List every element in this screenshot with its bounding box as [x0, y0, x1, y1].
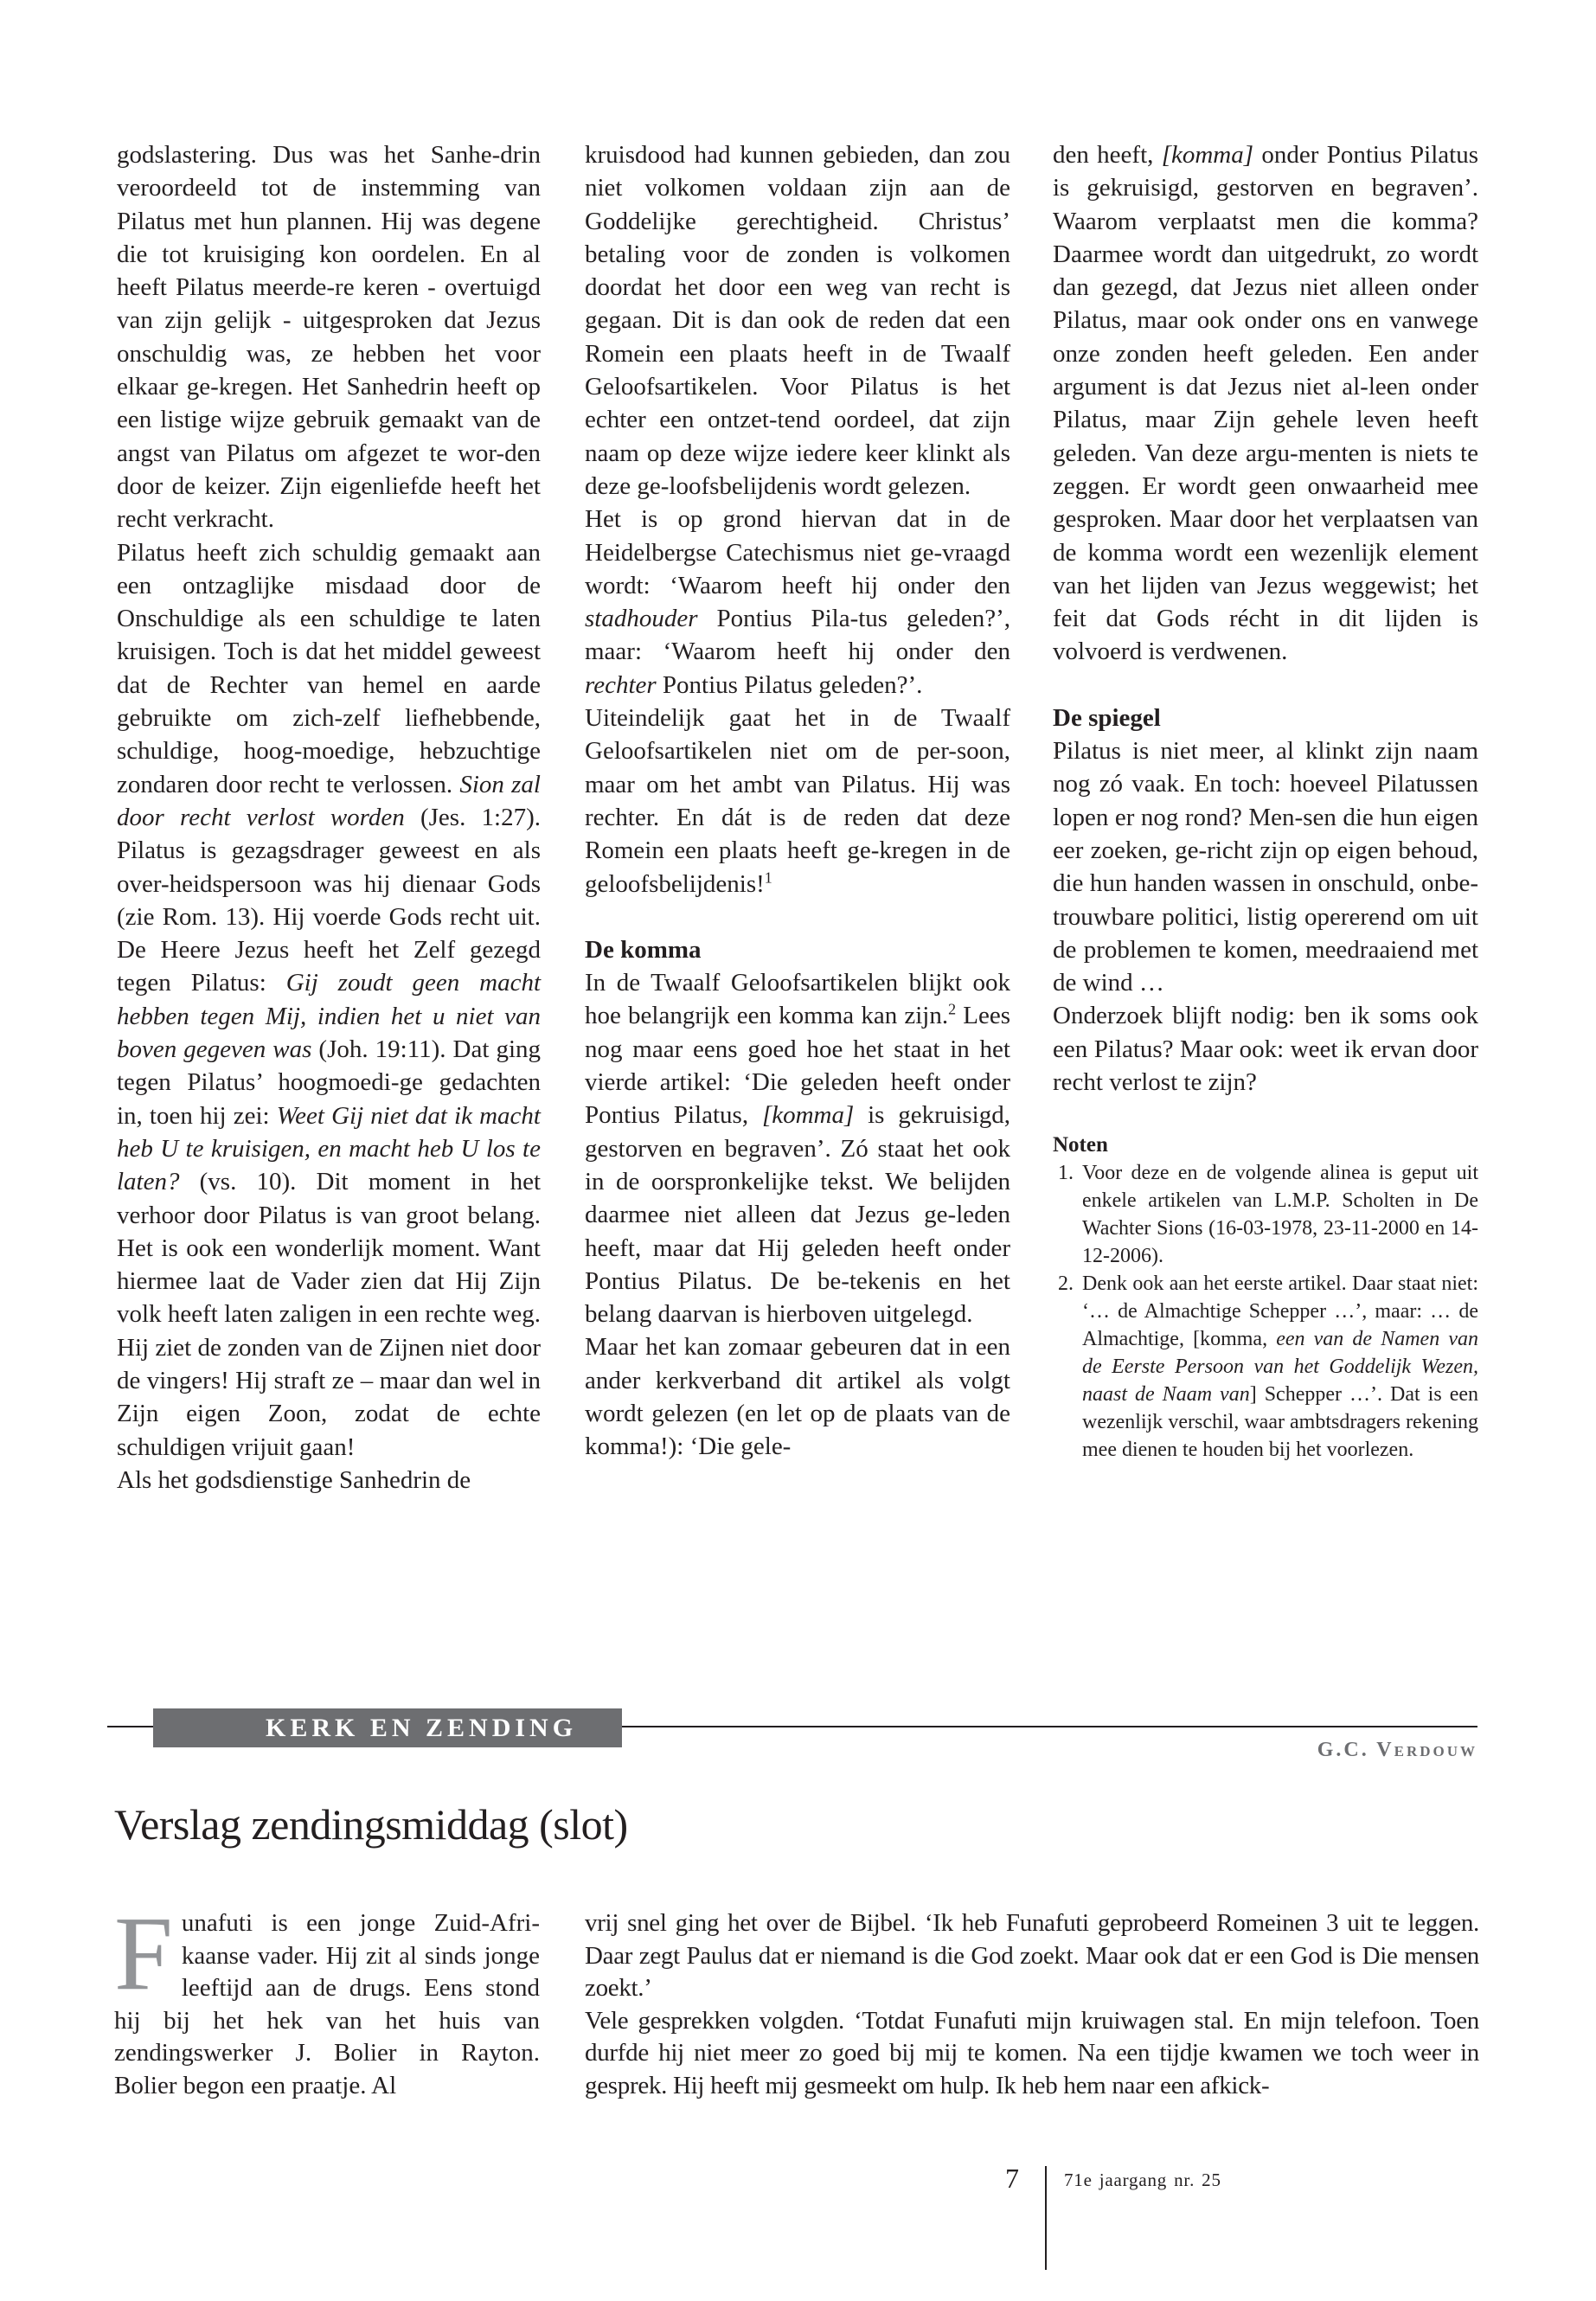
- article-body-column-2: [585, 1907, 1479, 2102]
- drop-cap: F: [114, 1895, 173, 2012]
- author-byline: G.C. Verdouw: [1317, 1739, 1477, 1761]
- footnote-2: 2. Denk ook aan het eerste artikel. Daar staat niet: ‘… de Almachtige Schepper …’, maar: … de Almachtige, [komma, een van de Namen van de Eerste Persoon van het Goddelijk Wezen, naast de Naam van] Schepper …’. Dat is een wezenlijk verschil, waar ambtsdragers rekening mee dienen te houden bij het voorlezen.: [1079, 1270, 1478, 1464]
- footnotes: [1053, 1131, 1478, 1464]
- footer-divider: [1045, 2166, 1047, 2270]
- article-body-column-1: [114, 1895, 540, 2102]
- paragraph: Uiteindelijk gaat het in de Twaalf Geloofsartikelen niet om de per-soon, maar om het ambt van Pilatus. Hij was rechter. En dát is de reden dat deze Romein een plaats heeft ge-kregen in de geloofsbelijdenis!$^1$: [585, 704, 1010, 898]
- paragraph: vrij snel ging het over de Bijbel. ‘Ik heb Funafuti geprobeerd Romeinen 3 uit te leggen. Daar zegt Paulus dat er niemand is die God zoekt. Maar ook dat er een God is Die mensen zoekt.’: [585, 1909, 1479, 2002]
- paragraph: Onderzoek blijft nodig: ben ik soms ook een Pilatus? Maar ook: weet ik ervan door recht verlost te zijn?: [1053, 1002, 1478, 1097]
- article-column-2: [585, 138, 1010, 1464]
- footnote-ref: 2: [948, 1000, 957, 1018]
- paragraph: Vele gesprekken volgden. ‘Totdat Funafuti mijn kruiwagen stal. En mijn telefoon. Toen durfde hij niet meer zo goed bij mij te komen. Na een tijdje kwamen we toch weer in gesprek. Hij heeft mij gesmeekt om hulp. Ik heb hem naar een afkick-: [585, 2006, 1479, 2099]
- paragraph: In de Twaalf Geloofsartikelen blijkt ook hoe belangrijk een komma kan zijn.$^2$ Lees nog maar eens goed hoe het staat in het vierde artikel: ‘Die geleden heeft onder Pontius Pilatus, [komma] is gekruisigd, gestorven en begraven’. Zó staat het ook in de oorspronkelijke tekst. We belijden daarmee niet alleen dat Jezus ge-leden heeft, maar dat Hij geleden heeft onder Pontius Pilatus. De be-tekenis en het belang daarvan is hierboven uitgelegd.: [585, 969, 1010, 1329]
- paragraph: godslastering. Dus was het Sanhe-drin veroordeeld tot de instemming van Pilatus met hun plannen. Hij was degene die tot kruisiging kon oordelen. En al heeft Pilatus meerde-re keren - overtuigd van zijn gelijk - uitgesproken dat Jezus onschuldig was, ze hebben het voor elkaar ge-kregen. Het Sanhedrin heeft op een listige wijze gebruik gemaakt van de angst van Pilatus om afgezet te wor-den door de keizer. Zijn eigenliefde heeft het recht verkracht.: [117, 141, 541, 534]
- footnote-1: 1. Voor deze en de volgende alinea is geput uit enkele artikelen van L.M.P. Scholten in De Wachter Sions (16-03-1978, 23-11-2000 en 14-12-2006).: [1079, 1159, 1478, 1270]
- paragraph: Als het godsdienstige Sanhedrin de: [117, 1465, 471, 1494]
- paragraph: Het is op grond hiervan dat in de Heidelbergse Catechismus niet ge-vraagd wordt: ‘Waarom heeft hij onder den stadhouder Pontius Pila-tus geleden?’, maar: ‘Waarom heeft hij onder den rechter Pontius Pilatus geleden?’.: [585, 505, 1010, 699]
- paragraph: kruisdood had kunnen gebieden, dan zou niet volkomen voldaan zijn aan de Goddelijke gerechtigheid. Christus’ betaling voor de zonden is volkomen doordat het door een weg van recht is gegaan. Dit is dan ook de reden dat een Romein een plaats heeft in de Twaalf Geloofsartikelen. Voor Pilatus is het echter een ontzet-tend oordeel, dat zijn naam op deze wijze iedere keer klinkt als deze ge-loofsbelijdenis wordt gelezen.: [585, 141, 1010, 500]
- footnotes-title: Noten: [1053, 1133, 1108, 1157]
- section-label: KERK EN ZENDING: [153, 1708, 622, 1747]
- article-column-3: [1053, 138, 1478, 1464]
- paragraph: Pilatus is niet meer, al klinkt zijn naam nog zó vaak. En toch: hoeveel Pilatussen lopen er nog rond? Men-sen die hun eigen eer zoeken, ge-richt zijn op eigen behoud, die hun handen wassen in onschuld, onbe-trouwbare politici, listig opererend om uit de problemen te komen, meedraaiend met de wind …: [1053, 737, 1478, 997]
- footnote-ref: 1: [764, 868, 772, 886]
- paragraph: unafuti is een jonge Zuid-Afri-kaanse vader. Hij zit al sinds jonge leeftijd aan de drugs. Eens stond hij bij het hek van het huis van zendingswerker J. Bolier in Rayton. Bolier begon een praatje. Al: [114, 1909, 540, 2099]
- paragraph: den heeft, [komma] onder Pontius Pilatus is gekruisigd, gestorven en begraven’. Waarom verplaatst men die komma? Daarmee wordt dan uitgedrukt, zo wordt dan gezegd, dat Jezus niet alleen onder Pilatus, maar ook onder ons en vanwege onze zonden heeft geleden. Een ander argument is dat Jezus niet al-leen onder Pilatus, maar Zijn gehele leven heeft geleden. Van deze argu-menten is niets te zeggen. Er wordt geen onwaarheid mee gesproken. Maar door het verplaatsen van de komma wordt een wezenlijk element van het lijden van Jezus weggewist; het feit dat Gods récht in dit lijden is volvoerd is verdwenen.: [1053, 141, 1478, 666]
- subheading: De komma: [585, 935, 702, 964]
- paragraph: Maar het kan zomaar gebeuren dat in een ander kerkverband dit artikel als volgt wordt gelezen (en let op de plaats van de komma!): ‘Die gele-: [585, 1333, 1010, 1461]
- issue-info: 71e jaargang nr. 25: [1064, 2170, 1221, 2190]
- paragraph: Pilatus heeft zich schuldig gemaakt aan een ontzaglijke misdaad door de Onschuldige als een schuldige te laten kruisigen. Toch is dat het middel geweest dat de Rechter van hemel en aarde gebruikte om zich-zelf liefhebbende, schuldige, hoog-moedige, hebzuchtige zondaren door recht te verlossen. Sion zal door recht verlost worden (Jes. 1:27). Pilatus is gezagsdrager geweest en als over-heidspersoon was hij dienaar Gods (zie Rom. 13). Hij voerde Gods recht uit. De Heere Jezus heeft het Zelf gezegd tegen Pilatus: Gij zoudt geen macht hebben tegen Mij, indien het u niet van boven gegeven was (Joh. 19:11). Dat ging tegen Pilatus’ hoogmoedi-ge gedachten in, toen hij zei: Weet Gij niet dat ik macht heb U te kruisigen, en macht heb U los te laten? (vs. 10). Dit moment in het verhoor door Pilatus is van groot belang. Het is ook een wonderlijk moment. Want hiermee laat de Vader zien dat Hij Zijn volk heeft laten zaligen in een rechte weg. Hij ziet de zonden van de Zijnen niet door de vingers! Hij straft ze – maar dan wel in Zijn eigen Zoon, zodat de echte schuldigen vrijuit gaan!: [117, 538, 541, 1461]
- subheading: De spiegel: [1053, 703, 1161, 732]
- article-column-1: [117, 138, 541, 1497]
- page-number: 7: [1005, 2163, 1019, 2194]
- article-title: Verslag zendingsmiddag (slot): [114, 1800, 628, 1849]
